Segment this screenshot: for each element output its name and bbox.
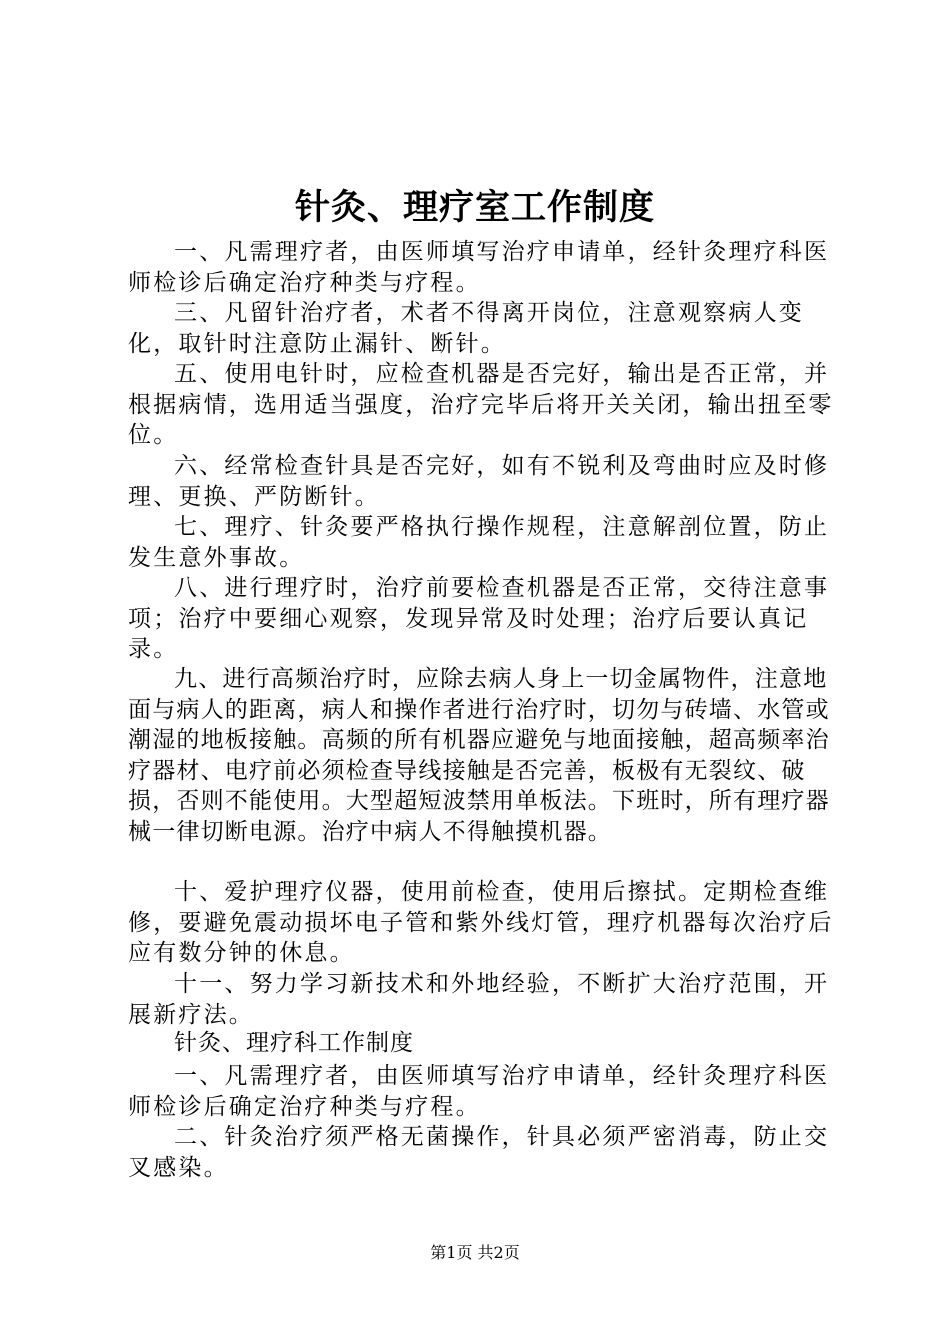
paragraph-5: 七、理疗、针灸要严格执行操作规程，注意解剖位置，防止发生意外事故。 — [128, 514, 830, 571]
paragraph-2: 三、凡留针治疗者，术者不得离开岗位，注意观察病人变化，取针时注意防止漏针、断针。 — [128, 300, 804, 357]
section-heading: 针灸、理疗科工作制度 — [174, 1030, 414, 1056]
paragraph-9: 十一、努力学习新技术和外地经验，不断扩大治疗范围，开展新疗法。 — [128, 971, 830, 1028]
document-title: 针灸、理疗室工作制度 — [294, 187, 655, 228]
paragraph-4: 六、经常检查针具是否完好，如有不锐利及弯曲时应及时修理、更换、严防断针。 — [128, 453, 830, 510]
paragraph-1: 一、凡需理疗者，由医师填写治疗申请单，经针灸理疗科医师检诊后确定治疗种类与疗程。 — [128, 239, 830, 296]
paragraph-10: 一、凡需理疗者，由医师填写治疗申请单，经针灸理疗科医师检诊后确定治疗种类与疗程。 — [128, 1063, 830, 1120]
paragraph-6: 八、进行理疗时，治疗前要检查机器是否正常，交待注意事项；治疗中要细心观察，发现异常及时处理；治疗后要认真记录。 — [128, 575, 830, 662]
page-footer: 第1页 共2页 — [430, 1243, 520, 1262]
paragraph-3: 五、使用电针时，应检查机器是否完好，输出是否正常，并根据病情，选用适当强度，治疗完毕后将开关关闭，输出扭至零位。 — [128, 361, 834, 448]
paragraph-8: 十、爱护理疗仪器，使用前检查，使用后擦拭。定期检查维修，要避免震动损坏电子管和紫外线灯管，理疗机器每次治疗后应有数分钟的休息。 — [128, 879, 834, 966]
paragraph-7: 九、进行高频治疗时，应除去病人身上一切金属物件，注意地面与病人的距离，病人和操作者进行治疗时，切勿与砖墙、水管或潮湿的地板接触。高频的所有机器应避免与地面接触，超高频率治疗器材、电疗前必须检查导线接触是否完善，板极有无裂纹、破损，否则不能使用。大型超短波禁用单板法。下班时，所有理疗器械一律切断电源。治疗中病人不得触摸机器。 — [128, 666, 830, 845]
paragraph-11: 二、针灸治疗须严格无菌操作，针具必须严密消毒，防止交叉感染。 — [128, 1124, 830, 1181]
